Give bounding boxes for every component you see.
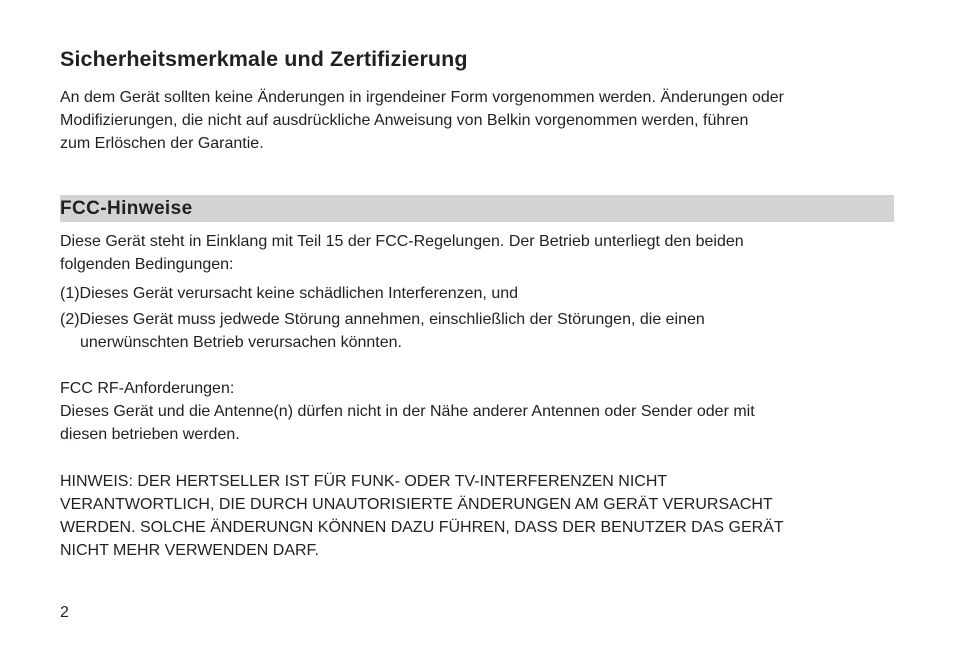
notice-line-3: WERDEN. SOLCHE ÄNDERUNGN KÖNNEN DAZU FÜHREN, DASS DER BENUTZER DAS GERÄT	[60, 519, 784, 536]
modification-warning-line-1: An dem Gerät sollten keine Änderungen in irgendeiner Form vorgenommen werden. Änderungen oder	[60, 89, 784, 106]
notice-line-4: NICHT MEHR VERWENDEN DARF.	[60, 542, 319, 559]
section-title: Sicherheitsmerkmale und Zertifizierung	[60, 47, 468, 71]
fcc-condition-2	[60, 308, 894, 354]
fcc-condition-2-line-2: unerwünschten Betrieb verursachen könnten.	[80, 334, 402, 351]
fcc-intro-paragraph	[60, 230, 894, 276]
fcc-rf-line-2: diesen betrieben werden.	[60, 426, 240, 443]
fcc-rf-paragraph	[60, 377, 894, 446]
notice-line-2: VERANTWORTLICH, DIE DURCH UNAUTORISIERTE ÄNDERUNGEN AM GERÄT VERURSACHT	[60, 496, 773, 513]
fcc-heading: FCC-Hinweise	[60, 198, 193, 219]
manufacturer-notice-paragraph	[60, 470, 894, 562]
fcc-heading-band	[60, 195, 894, 222]
fcc-intro-line-1: Diese Gerät steht in Einklang mit Teil 15 der FCC-Regelungen. Der Betrieb unterliegt den beiden	[60, 233, 744, 250]
fcc-intro-line-2: folgenden Bedingungen:	[60, 256, 234, 273]
fcc-rf-heading: FCC RF-Anforderungen:	[60, 380, 235, 397]
fcc-condition-2-line-1: (2)Dieses Gerät muss jedwede Störung annehmen, einschließlich der Störungen, die einen	[60, 311, 705, 328]
notice-line-1: HINWEIS: DER HERTSELLER IST FÜR FUNK- ODER TV-INTERFERENZEN NICHT	[60, 473, 668, 490]
fcc-rf-line-1: Dieses Gerät und die Antenne(n) dürfen nicht in der Nähe anderer Antennen oder Sender oder mit	[60, 403, 755, 420]
page-number: 2	[60, 604, 69, 621]
modification-warning-line-3: zum Erlöschen der Garantie.	[60, 135, 264, 152]
modification-warning-line-2: Modifizierungen, die nicht auf ausdrückliche Anweisung von Belkin vorgenommen werden, führen	[60, 112, 749, 129]
modification-warning-paragraph	[60, 86, 900, 155]
fcc-condition-1: (1)Dieses Gerät verursacht keine schädlichen Interferenzen, und	[60, 285, 519, 302]
